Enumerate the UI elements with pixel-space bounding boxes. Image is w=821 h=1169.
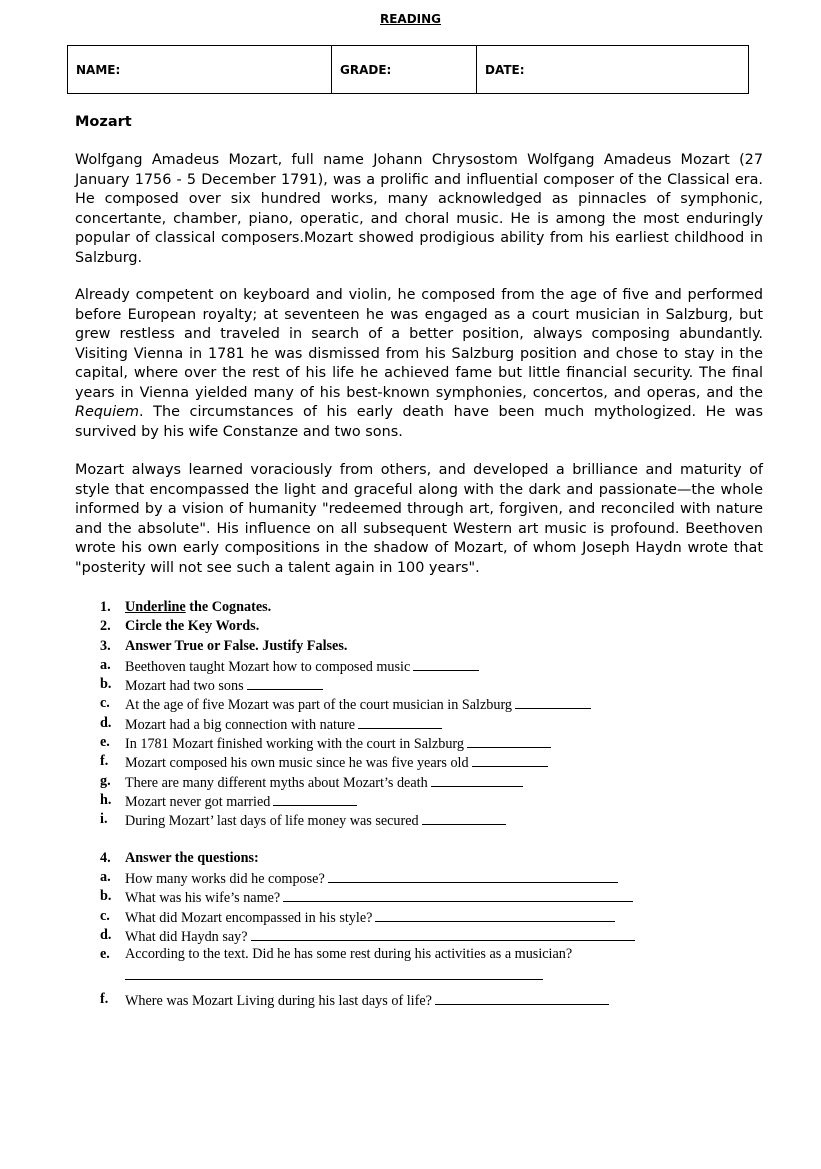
- question-text: [125, 926, 635, 947]
- reading-heading: Mozart: [75, 114, 132, 130]
- tf-letter: a.: [100, 656, 111, 673]
- question-text: [125, 907, 615, 928]
- tf-text: [125, 810, 506, 831]
- answer-line[interactable]: [435, 990, 609, 1005]
- answer-blank[interactable]: [358, 714, 442, 729]
- name-field: [68, 46, 332, 93]
- question-letter: b.: [100, 888, 112, 905]
- tf-letter: e.: [100, 734, 110, 751]
- question: What was his wife’s name?: [125, 890, 281, 907]
- tf-text: [125, 694, 591, 715]
- answer-line[interactable]: [375, 907, 615, 922]
- task-3-text: Answer True or False. Justify Falses.: [125, 637, 348, 654]
- tf-text: [125, 733, 551, 754]
- tf-statement: Mozart composed his own music since he was five years old: [125, 755, 469, 772]
- tf-item: [100, 810, 700, 829]
- answer-line-row: [100, 965, 700, 984]
- paragraph-3: Mozart always learned voraciously from others, and developed a brilliance and maturity of style that encompassed the light and graceful along with the dark and passionate—the whole informed by a vision of humanity "redeemed through art, forgiven, and reconciled with nature and the absolute". His influence on all subsequent Western art music is profound. Beethoven wrote his own early compositions in the shadow of Mozart, of whom Joseph Haydn wrote that "posterity will not see such a talent again in 100 years".: [75, 462, 763, 576]
- task-2: [100, 617, 700, 636]
- tf-item: [100, 772, 700, 791]
- grade-field: [332, 46, 477, 93]
- answer-blank[interactable]: [413, 656, 479, 671]
- answer-blank[interactable]: [273, 791, 357, 806]
- question-text: [125, 868, 618, 889]
- task-1: [100, 598, 700, 617]
- question-text: [125, 887, 633, 908]
- answer-line[interactable]: [328, 868, 618, 883]
- tf-letter: i.: [100, 811, 108, 828]
- tf-letter: f.: [100, 753, 109, 770]
- answer-line[interactable]: [283, 887, 633, 902]
- paragraph-2: [75, 286, 763, 442]
- question-item: [100, 926, 700, 945]
- task-1-number: 1.: [100, 599, 111, 615]
- date-field: [477, 46, 748, 93]
- question: What did Haydn say?: [125, 929, 248, 946]
- answer-blank[interactable]: [422, 810, 506, 825]
- paragraph-2-text-a: Already competent on keyboard and violin, he composed from the age of five and performed before European royalty; at seventeen he was engaged as a court musician in Salzburg, but grew restless and traveled in search of a better position, always composing abundantly. Visiting Vienna in 1781 he was dismissed from his Salzburg position and chose to stay in the capital, where over the rest of his life he achieved fame but little financial security. The final years in Vienna yielded many of his best-known symphonies, concertos, and operas, and the: [75, 287, 763, 401]
- tf-text: [125, 752, 548, 773]
- date-label: DATE:: [485, 62, 525, 77]
- task-4-number: 4.: [100, 849, 111, 866]
- task-2-number: 2.: [100, 618, 111, 635]
- question-item: [100, 990, 700, 1009]
- task-1-text: [125, 598, 271, 617]
- question-item: [100, 907, 700, 926]
- tf-item: [100, 694, 700, 713]
- question-item: [100, 887, 700, 906]
- answer-blank[interactable]: [247, 675, 323, 690]
- question: How many works did he compose?: [125, 871, 325, 888]
- student-info-box: [67, 45, 749, 94]
- tf-letter: b.: [100, 676, 112, 693]
- task-4: [100, 849, 700, 868]
- tf-item: [100, 714, 700, 733]
- answer-blank[interactable]: [472, 752, 548, 767]
- paragraph-1: Wolfgang Amadeus Mozart, full name Johann Chrysostom Wolfgang Amadeus Mozart (27 January 1756 - 5 December 1791), was a prolific and influential composer of the Classical era. He composed over six hundred works, many acknowledged as pinnacles of symphonic, concertante, chamber, piano, operatic, and choral music. He is among the most enduringly popular of classical composers.Mozart showed prodigious ability from his earliest childhood in Salzburg.: [75, 152, 763, 266]
- tf-letter: c.: [100, 695, 110, 712]
- tf-text: [125, 772, 523, 793]
- tf-letter: g.: [100, 772, 111, 789]
- tf-text: [125, 791, 357, 812]
- tf-item: [100, 675, 700, 694]
- question: What did Mozart encompassed in his style?: [125, 909, 373, 926]
- page-title: READING: [379, 12, 442, 26]
- tf-statement: Mozart had two sons: [125, 678, 244, 695]
- question-letter: c.: [100, 907, 110, 924]
- tf-statement: There are many different myths about Mozart’s death: [125, 774, 428, 791]
- tf-statement: Mozart had a big connection with nature: [125, 716, 356, 733]
- task-4-text: Answer the questions:: [125, 849, 259, 866]
- tf-item: [100, 752, 700, 771]
- task-3-number: 3.: [100, 637, 111, 654]
- underline-word: Underline: [125, 599, 186, 615]
- question: According to the text. Did he has some rest during his activities as a musician?: [125, 946, 573, 963]
- tf-letter: d.: [100, 714, 112, 731]
- question-letter: a.: [100, 869, 111, 886]
- tf-statement: Beethoven taught Mozart how to composed music: [125, 658, 411, 675]
- tf-statement: Mozart never got married: [125, 793, 271, 810]
- requiem-title: Requiem: [75, 404, 139, 420]
- task-1-rest: the Cognates.: [185, 599, 272, 615]
- grade-label: GRADE:: [340, 62, 392, 77]
- question-letter: d.: [100, 927, 112, 944]
- tf-text: [125, 675, 323, 696]
- tf-statement: At the age of five Mozart was part of the court musician in Salzburg: [125, 697, 513, 714]
- answer-line-wrap: [125, 965, 543, 986]
- question-text: [125, 990, 609, 1011]
- tf-text: [125, 714, 442, 735]
- tf-statement: During Mozart’ last days of life money was secured: [125, 813, 419, 830]
- spacer: [100, 830, 700, 849]
- name-label: NAME:: [76, 62, 121, 77]
- question-item: [100, 945, 700, 964]
- question-item: [100, 868, 700, 887]
- tf-item: [100, 791, 700, 810]
- tf-item: [100, 733, 700, 752]
- answer-blank[interactable]: [431, 772, 523, 787]
- question-letter: f.: [100, 990, 109, 1007]
- answer-line[interactable]: [251, 926, 635, 941]
- answer-blank[interactable]: [515, 694, 591, 709]
- question: Where was Mozart Living during his last days of life?: [125, 992, 432, 1009]
- tf-item: [100, 656, 700, 675]
- question-letter: e.: [100, 946, 110, 963]
- tf-text: [125, 656, 479, 677]
- answer-line[interactable]: [125, 965, 543, 980]
- tf-letter: h.: [100, 791, 112, 808]
- answer-blank[interactable]: [467, 733, 551, 748]
- tf-statement: In 1781 Mozart finished working with the court in Salzburg: [125, 736, 464, 753]
- task-2-text: Circle the Key Words.: [125, 618, 260, 635]
- paragraph-2-text-b: . The circumstances of his early death have been much mythologized. He was survived by his wife Constanze and two sons.: [75, 404, 763, 440]
- task-3: [100, 637, 700, 656]
- tasks-section: [100, 598, 700, 1009]
